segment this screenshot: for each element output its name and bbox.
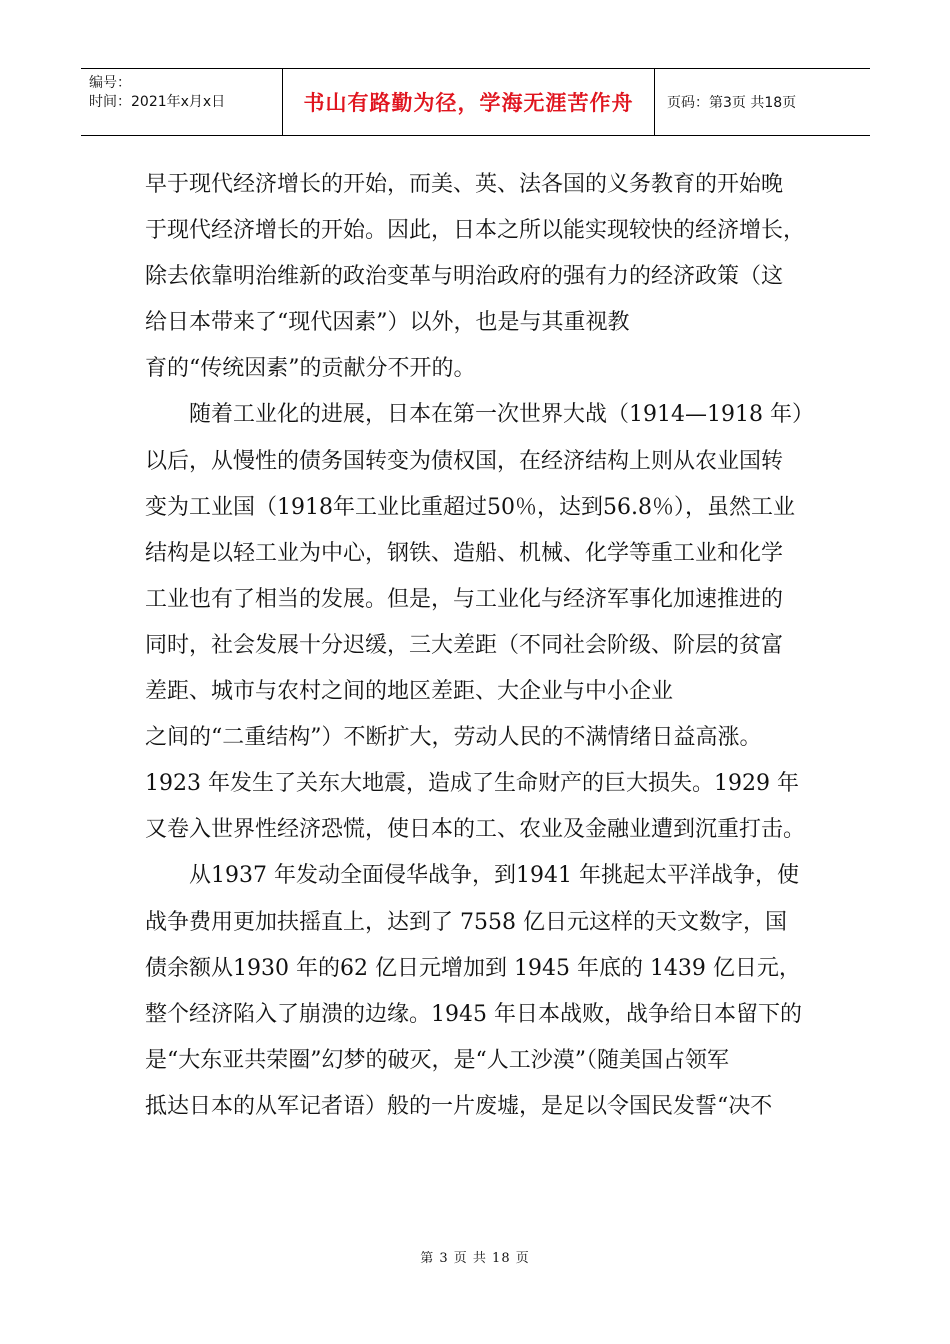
text-line: 又卷入世界性经济恐慌，使日本的工、农业及金融业遭到沉重打击。: [145, 817, 806, 843]
header-page-label: 页码：第3页 共18页: [667, 95, 797, 111]
document-date-label: 时间：2021年x月x日: [89, 94, 226, 110]
header-motto: 书山有路勤为径，学海无涯苦作舟: [303, 91, 634, 115]
text-line: 之间的“二重结构”）不断扩大，劳动人民的不满情绪日益高涨。: [145, 725, 762, 751]
text-line: 是“大东亚共荣圈”幻梦的破灭，是“人工沙漠”（随美国占领军: [145, 1047, 729, 1073]
text-line: 同时，社会发展十分迟缓，三大差距（不同社会阶级、阶层的贫富: [145, 632, 784, 658]
text-line: 给日本带来了“现代因素”）以外，也是与其重视教: [145, 310, 630, 336]
text-line: 除去依靠明治维新的政治变革与明治政府的强有力的经济政策（这: [145, 264, 784, 290]
text-line: 结构是以轻工业为中心，钢铁、造船、机械、化学等重工业和化学: [145, 540, 784, 566]
text-line: 变为工业国（1918年工业比重超过50％，达到56.8％），虽然工业: [145, 494, 795, 520]
text-line: 工业也有了相当的发展。但是，与工业化与经济军事化加速推进的: [145, 586, 784, 612]
text-line: 从1937 年发动全面侵华战争，到1941 年挑起太平洋战争，使: [145, 863, 799, 889]
text-line: 抵达日本的从军记者语）般的一片废墟，是足以令国民发誓“决不: [145, 1093, 773, 1119]
header-table: [81, 68, 870, 136]
text-line: 于现代经济增长的开始。因此，日本之所以能实现较快的经济增长，: [145, 218, 806, 244]
document-body: [145, 162, 815, 1130]
text-line: 战争费用更加扶摇直上，达到了 7558 亿日元这样的天文数字，国: [145, 909, 787, 935]
header-left-cell: [81, 69, 283, 135]
page-footer: 第 3 页 共 18 页: [420, 1251, 530, 1266]
header-right-cell: [655, 69, 870, 135]
text-line: 整个经济陷入了崩溃的边缘。1945 年日本战败，战争给日本留下的: [145, 1001, 802, 1027]
document-number-label: 编号：: [89, 75, 131, 91]
text-line: 债余额从1930 年的62 亿日元增加到 1945 年底的 1439 亿日元，: [145, 955, 801, 981]
text-line: 1923 年发生了关东大地震，造成了生命财产的巨大损失。1929 年: [145, 771, 799, 797]
text-line: 差距、城市与农村之间的地区差距、大企业与中小企业: [145, 679, 674, 705]
text-line: 早于现代经济增长的开始，而美、英、法各国的义务教育的开始晚: [145, 172, 784, 197]
text-line: 以后，从慢性的债务国转变为债权国，在经济结构上则从农业国转: [145, 448, 784, 474]
text-line: 随着工业化的进展，日本在第一次世界大战（1914—1918 年）: [145, 402, 814, 428]
text-line: 育的“传统因素”的贡献分不开的。: [145, 356, 476, 382]
header-middle-cell: [283, 69, 655, 135]
